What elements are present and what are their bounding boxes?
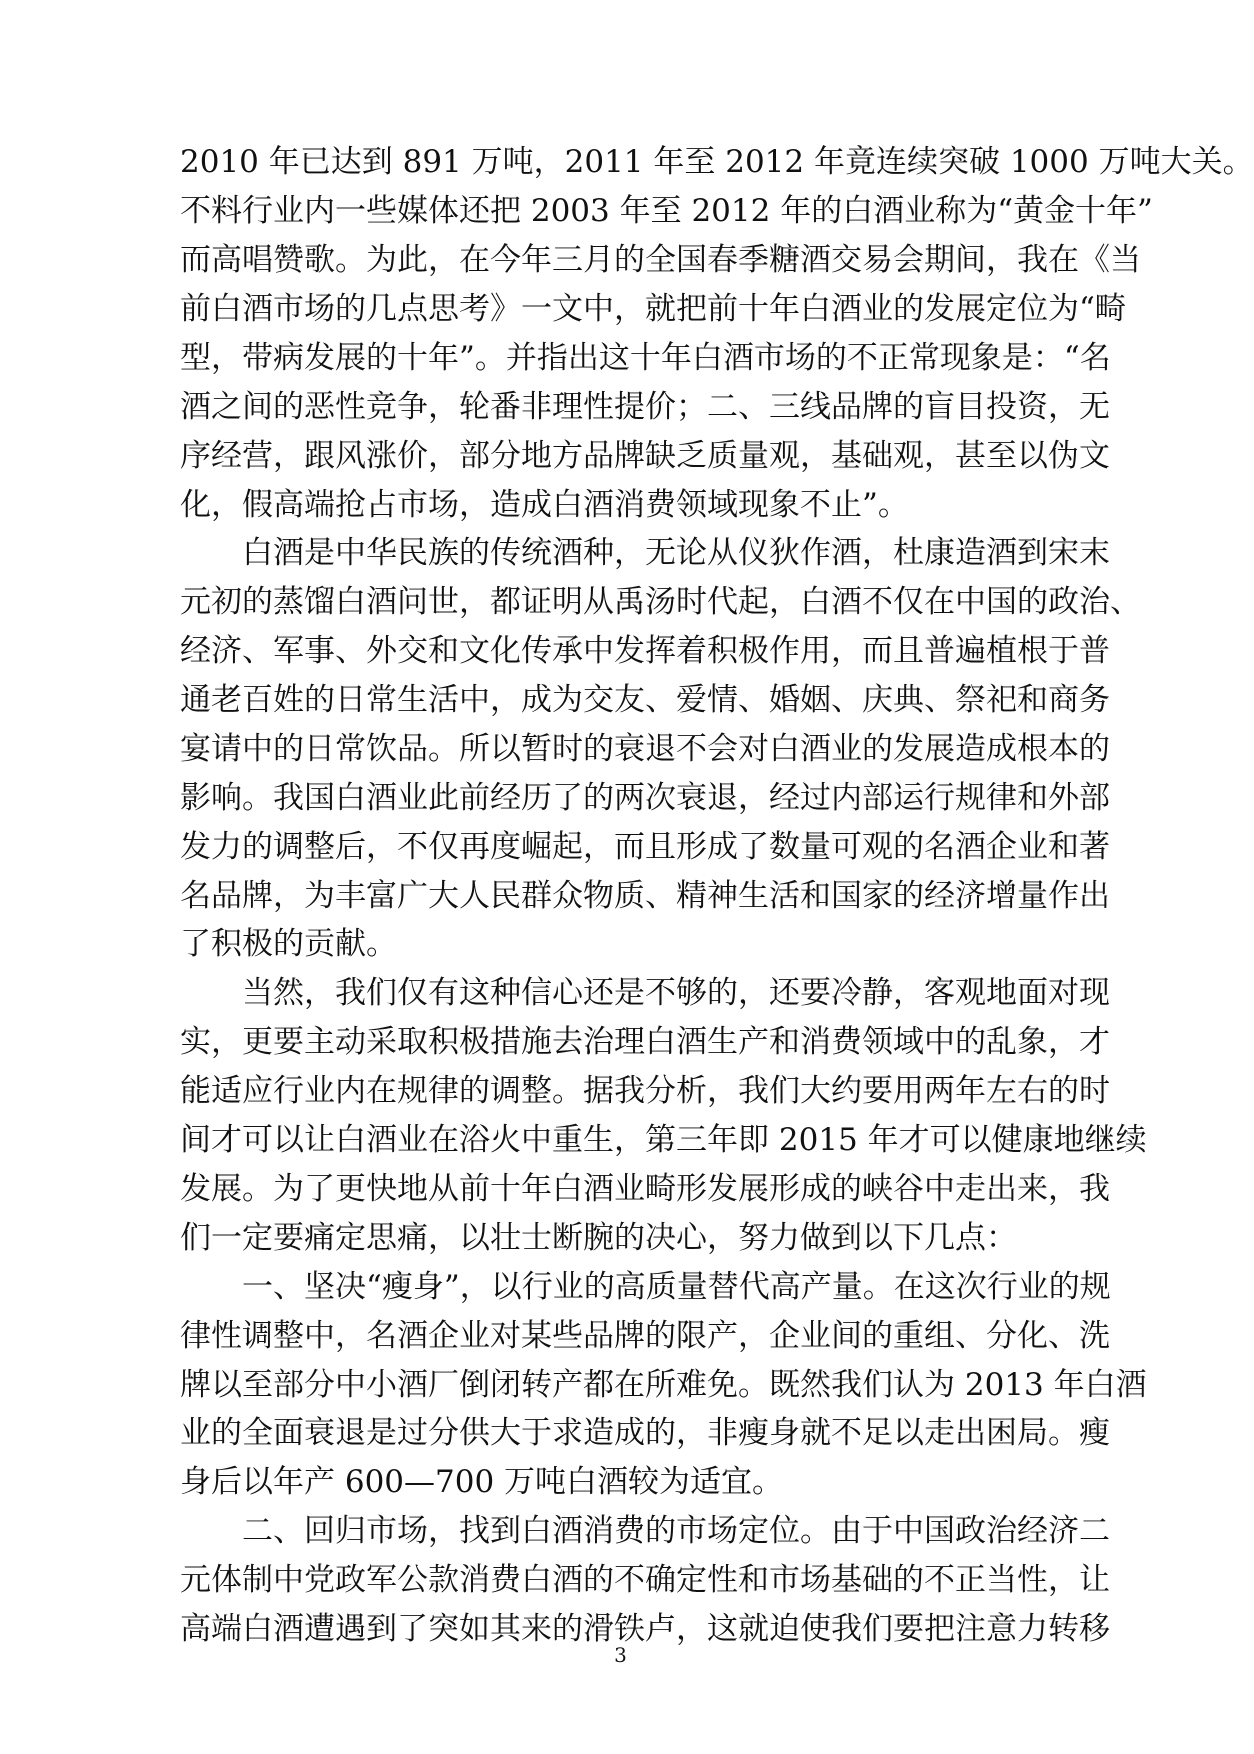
text-line: 牌以至部分中小酒厂倒闭转产都在所难免。既然我们认为 2013 年白酒 [180,1367,1147,1403]
text-line: 酒之间的恶性竞争，轮番非理性提价；二、三线品牌的盲目投资，无 [180,389,1110,425]
text-line: 2010 年已达到 891 万吨，2011 年至 2012 年竟连续突破 1000 万吨大关。 [180,144,1254,180]
text-line: 宴请中的日常饮品。所以暂时的衰退不会对白酒业的发展造成根本的 [180,731,1110,767]
text-line: 经济、军事、外交和文化传承中发挥着积极作用，而且普遍植根于普 [180,633,1110,669]
text-line: 间才可以让白酒业在浴火中重生，第三年即 2015 年才可以健康地继续 [180,1122,1147,1158]
text-line: 元初的蒸馏白酒问世，都证明从禹汤时代起，白酒不仅在中国的政治、 [180,584,1141,620]
paragraph-first-line: 一、坚决“瘦身”，以行业的高质量替代高产量。在这次行业的规 [242,1269,1111,1305]
text-line: 发展。为了更快地从前十年白酒业畸形发展形成的峡谷中走出来，我 [180,1171,1110,1207]
text-line: 前白酒市场的几点思考》一文中，就把前十年白酒业的发展定位为“畸 [180,291,1126,327]
paragraph-first-line: 白酒是中华民族的传统酒种，无论从仪狄作酒，杜康造酒到宋末 [242,535,1110,571]
text-line: 业的全面衰退是过分供大于求造成的，非瘦身就不足以走出困局。瘦 [180,1415,1110,1451]
page-number: 3 [614,1643,627,1667]
text-line: 名品牌，为丰富广大人民群众物质、精神生活和国家的经济增量作出 [180,878,1110,914]
text-line: 律性调整中，名酒企业对某些品牌的限产，企业间的重组、分化、洗 [180,1318,1110,1354]
text-line: 了积极的贡献。 [180,926,397,962]
text-line: 实，更要主动采取积极措施去治理白酒生产和消费领域中的乱象，才 [180,1024,1110,1060]
text-line: 型，带病发展的十年”。并指出这十年白酒市场的不正常现象是：“名 [180,340,1111,376]
text-line: 能适应行业内在规律的调整。据我分析，我们大约要用两年左右的时 [180,1073,1110,1109]
text-line: 元体制中党政军公款消费白酒的不确定性和市场基础的不正当性，让 [180,1562,1110,1598]
text-line: 化，假高端抢占市场，造成白酒消费领域现象不止”。 [180,487,909,523]
text-line: 影响。我国白酒业此前经历了的两次衰退，经过内部运行规律和外部 [180,780,1110,816]
text-line: 高端白酒遭遇到了突如其来的滑铁卢，这就迫使我们要把注意力转移 [180,1611,1110,1647]
text-line: 不料行业内一些媒体还把 2003 年至 2012 年的白酒业称为“黄金十年” [180,193,1153,229]
text-line: 序经营，跟风涨价，部分地方品牌缺乏质量观，基础观，甚至以伪文 [180,438,1110,474]
paragraph-first-line: 二、回归市场，找到白酒消费的市场定位。由于中国政治经济二 [242,1513,1110,1549]
text-line: 通老百姓的日常生活中，成为交友、爱情、婚姻、庆典、祭祀和商务 [180,682,1110,718]
text-line: 而高唱赞歌。为此，在今年三月的全国春季糖酒交易会期间，我在《当 [180,242,1141,278]
paragraph-first-line: 当然，我们仅有这种信心还是不够的，还要冷静，客观地面对现 [242,975,1110,1011]
text-line: 发力的调整后，不仅再度崛起，而且形成了数量可观的名酒企业和著 [180,829,1110,865]
text-line: 们一定要痛定思痛，以壮士断腕的决心，努力做到以下几点： [180,1220,1017,1256]
text-line: 身后以年产 600—700 万吨白酒较为适宜。 [180,1464,784,1500]
